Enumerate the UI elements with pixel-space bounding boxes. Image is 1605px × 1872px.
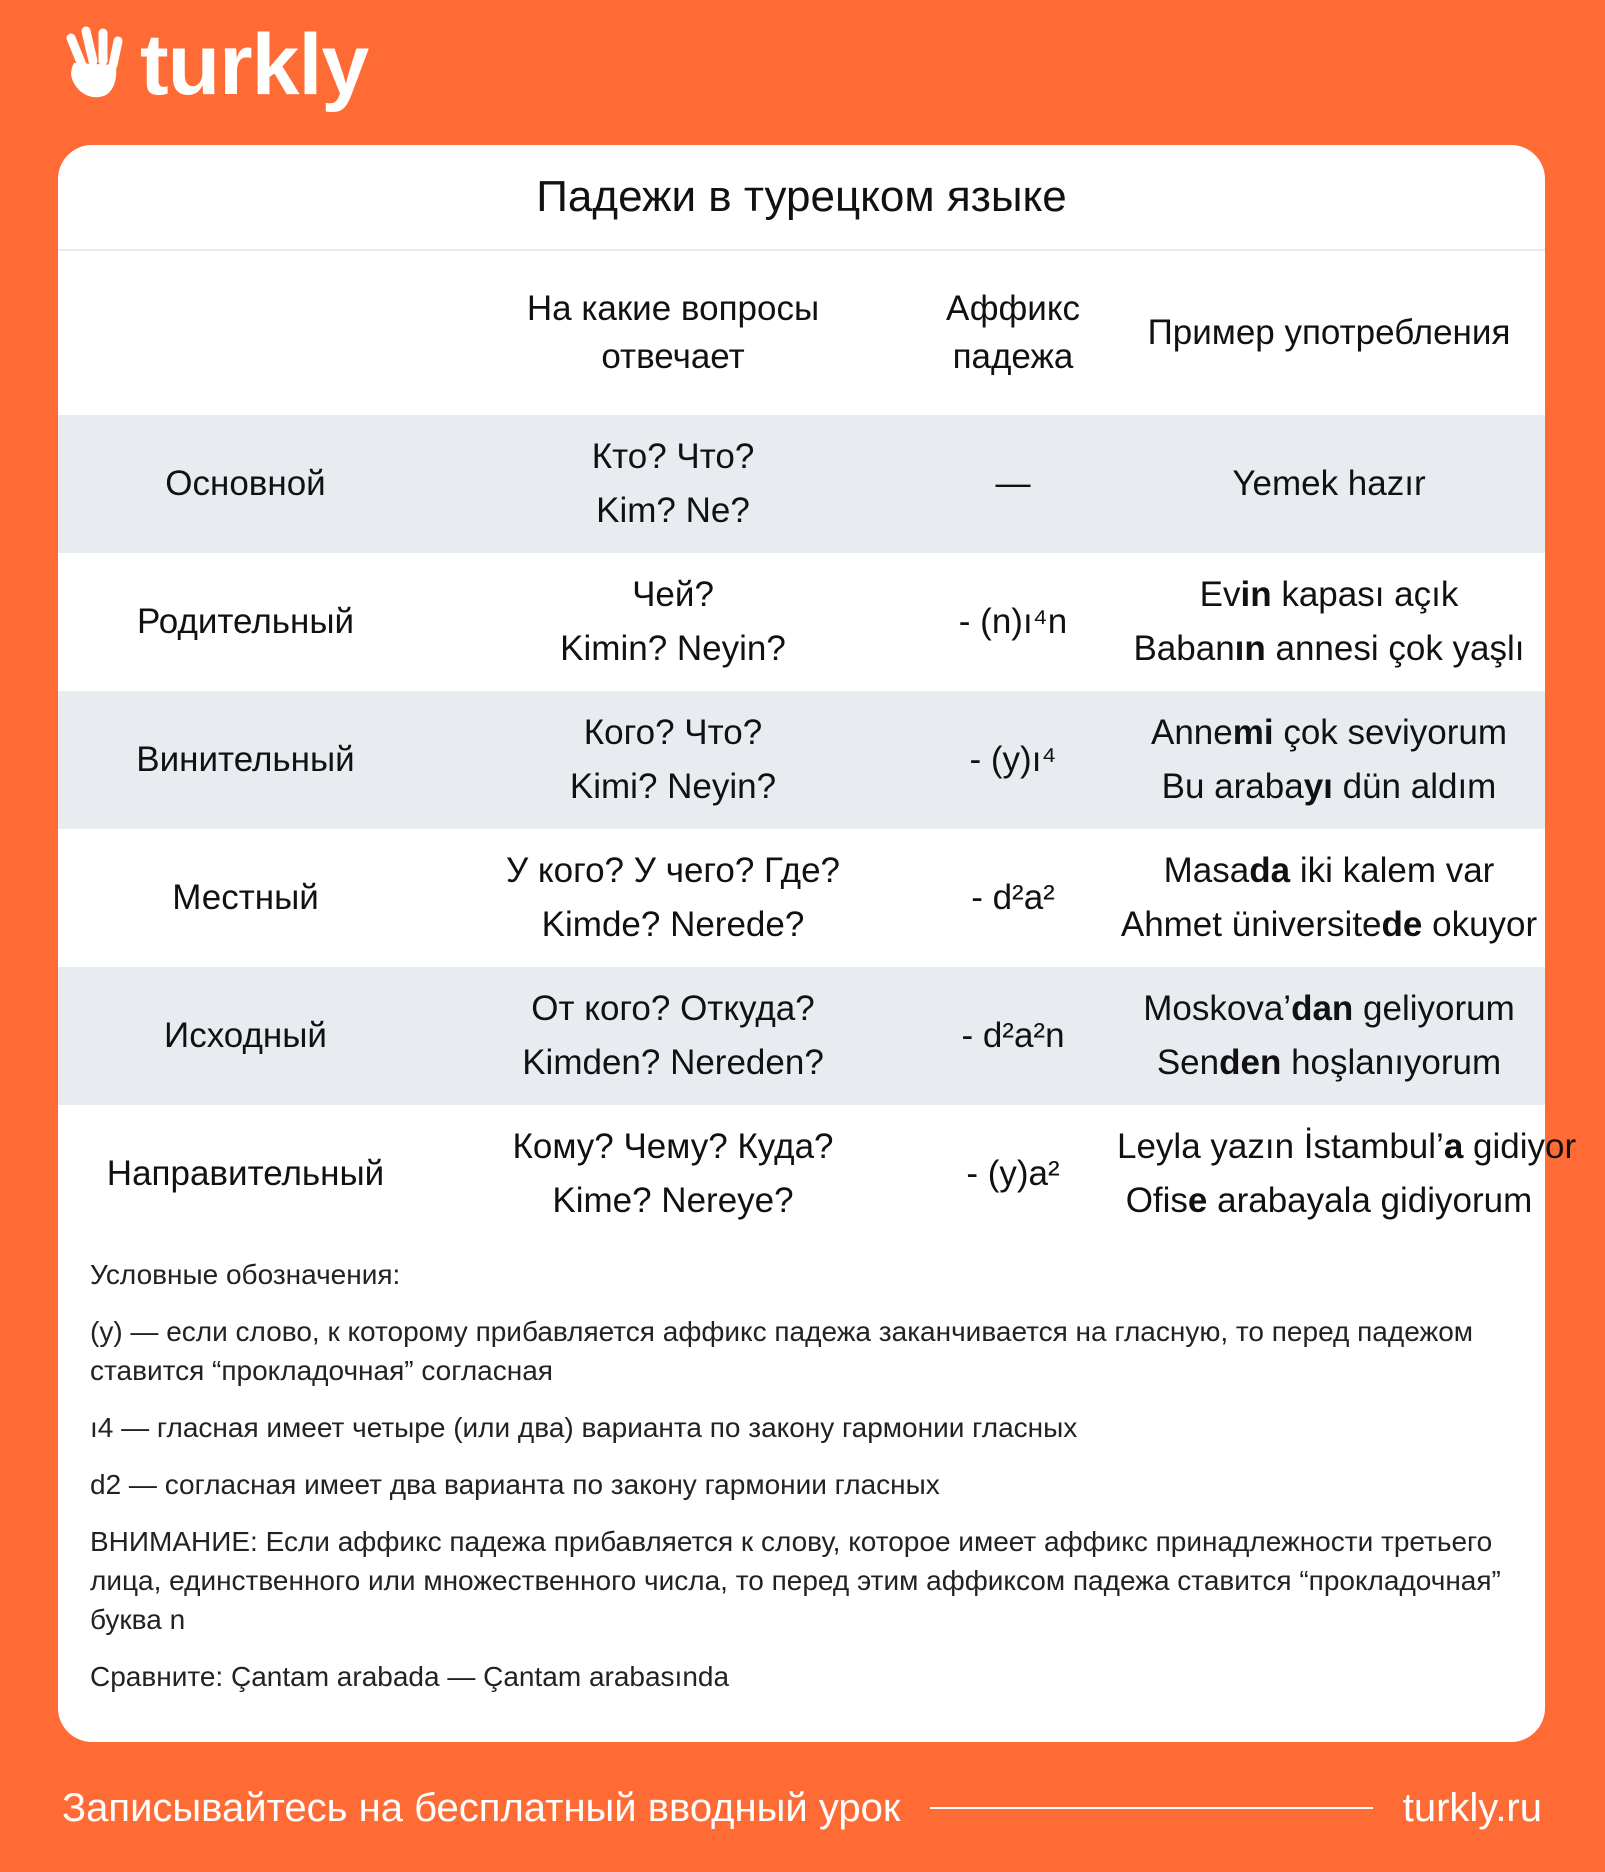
case-name: Родительный [136, 602, 355, 641]
example-line: Senden hoşlanıyorum [1156, 1043, 1502, 1082]
case-affix: - d²a²n [961, 1016, 1065, 1055]
signup-link[interactable]: Записывайтесь на бесплатный вводный урок [62, 1785, 901, 1830]
example-line: Annemi çok seviyorum [1150, 713, 1507, 752]
case-example [1113, 415, 1545, 553]
legend-title: Условные обозначения: [90, 1259, 401, 1290]
site-link[interactable]: turkly.ru [1402, 1785, 1542, 1830]
table-row [58, 553, 1545, 691]
header-affix: Аффикс падежа [945, 289, 1081, 376]
example-line: Babanın annesi çok yaşlı [1133, 629, 1525, 668]
page-title: Падежи в турецком языке [58, 145, 1545, 251]
case-affix: - (y)ı⁴ [969, 740, 1057, 779]
legend-note: (y) — если слово, к которому прибавляется аффикс падежа заканчивается на гласную, то перед падежом ставится “прокладочная” согласная [90, 1316, 1474, 1386]
case-questions: Кому? Чему? Куда? Kime? Nereye? [512, 1127, 834, 1220]
case-affix: - (n)ı⁴n [958, 602, 1068, 641]
brand-name: turkly [140, 17, 369, 113]
header-questions: На какие вопросы отвечает [526, 289, 820, 376]
case-affix: — [995, 464, 1031, 503]
case-name: Исходный [164, 1016, 327, 1055]
case-example [1113, 829, 1545, 967]
table-row [58, 691, 1545, 829]
example-line: Masada iki kalem var [1163, 851, 1495, 890]
table-row [58, 1105, 1545, 1243]
legend-note: ı4 — гласная имеет четыре (или два) варианта по закону гармонии гласных [90, 1412, 1078, 1443]
table-row [58, 967, 1545, 1105]
cases-table [58, 251, 1577, 1243]
case-name: Винительный [136, 740, 355, 779]
header-case [58, 251, 433, 415]
table-header-row [58, 251, 1545, 415]
compare-note: Сравните: Çantam arabada — Çantam arabasında [90, 1661, 730, 1692]
example-line: Leyla yazın İstambul’a gidiyor [1117, 1127, 1577, 1166]
footer [62, 1778, 1542, 1838]
case-affix: - (y)a² [966, 1154, 1060, 1193]
case-name: Основной [165, 464, 326, 503]
case-example [1113, 691, 1545, 829]
case-example [1113, 1105, 1577, 1243]
case-example [1113, 553, 1545, 691]
case-affix: - d²a² [971, 878, 1055, 917]
case-name: Направительный [106, 1154, 385, 1193]
header-example: Пример употребления [1147, 313, 1511, 352]
brand-logo[interactable] [58, 17, 369, 113]
example-line: Ofise arabayala gidiyorum [1125, 1181, 1533, 1220]
legend-note: d2 — согласная имеет два варианта по закону гармонии гласных [90, 1469, 940, 1500]
case-questions: Кого? Что? Kimi? Neyin? [569, 713, 777, 806]
legend-notes [58, 1243, 1545, 1696]
case-questions: От кого? Откуда? Kimden? Nereden? [522, 989, 824, 1082]
case-example [1113, 967, 1545, 1105]
case-name: Местный [172, 878, 319, 917]
cases-card [58, 145, 1577, 1742]
table-row [58, 415, 1545, 553]
example-line: Yemek hazır [1232, 464, 1426, 503]
table-row [58, 829, 1545, 967]
attention-note: ВНИМАНИЕ: Если аффикс падежа прибавляется к слову, которое имеет аффикс принадлежности третьего лица, единственного или множественного числа, то перед этим аффиксом падежа ставится “прокладочная” буква n [90, 1526, 1501, 1635]
case-questions: Кто? Что? Kim? Ne? [591, 437, 755, 530]
example-line: Evin kapası açık [1199, 575, 1459, 614]
footer-divider [930, 1807, 1372, 1809]
hand-icon [58, 25, 128, 105]
case-questions: Чей? Kimin? Neyin? [560, 575, 786, 668]
example-line: Bu arabayı dün aldım [1161, 767, 1497, 806]
example-line: Ahmet üniversitede okuyor [1120, 905, 1538, 944]
example-line: Moskova’dan geliyorum [1143, 989, 1515, 1028]
case-questions: У кого? У чего? Где? Kimde? Nerede? [505, 851, 841, 944]
